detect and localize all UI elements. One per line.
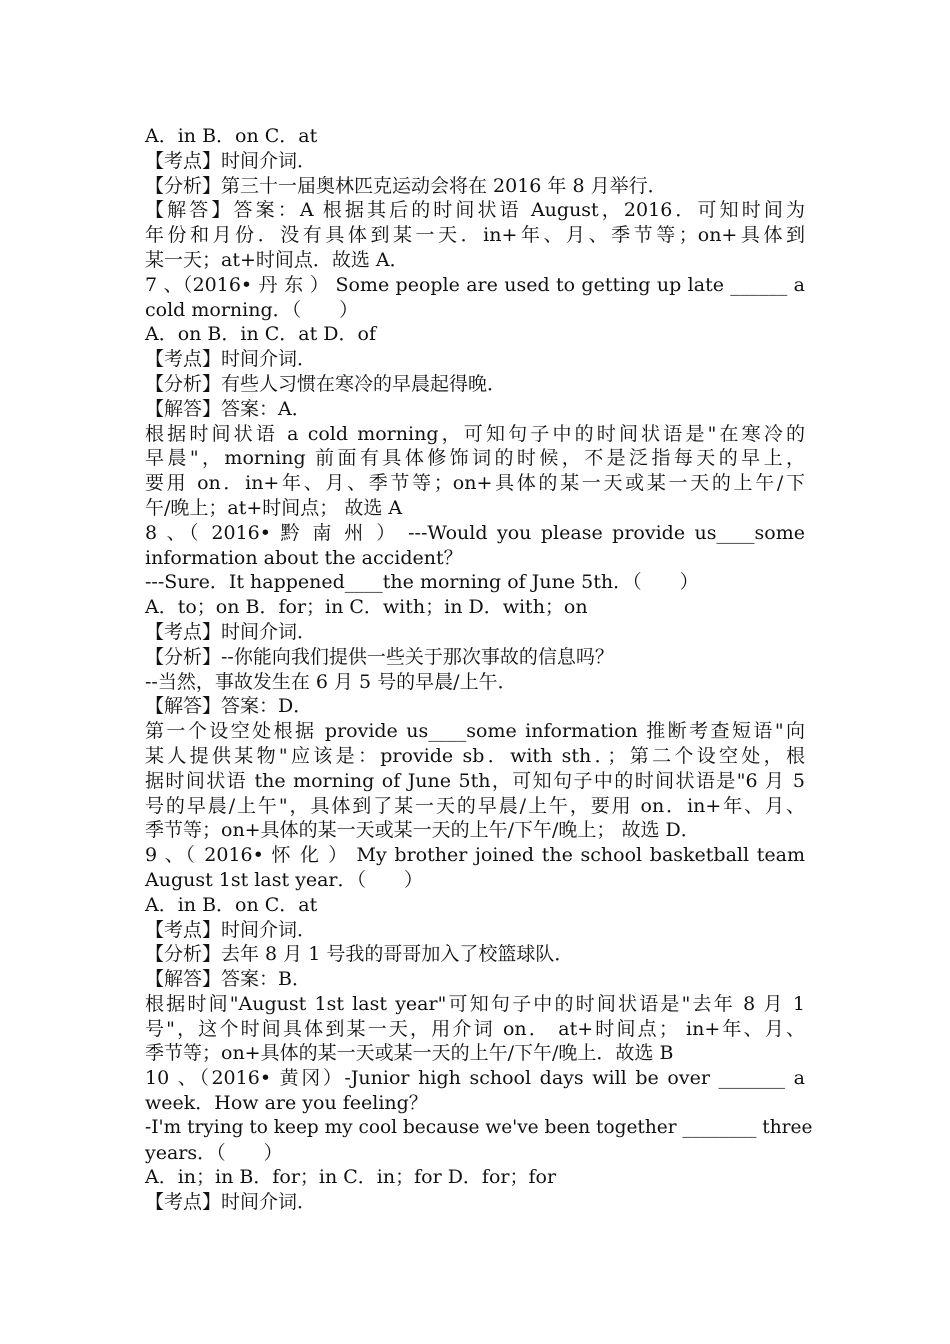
text-line: 9 、（ 2016• 怀 化 ） My brother joined the school basketball team: [145, 844, 805, 867]
text-line: 【分析】有些人习惯在寒冷的早晨起得晚．: [145, 372, 507, 395]
text-line: 号"，这个时间具体到某一天，用介词 on． at+时间点； in+年、月、: [145, 1017, 805, 1040]
text-line: 【考点】时间介词．: [145, 918, 317, 941]
text-line: 【解答】答案：D．: [145, 695, 313, 718]
text-line: 午/晚上；at+时间点； 故选 A: [145, 496, 403, 519]
text-line: --当然，事故发生在 6 月 5 号的早晨/上午．: [145, 670, 517, 693]
text-line: 根据时间状语 a cold morning，可知句子中的时间状语是"在寒冷的: [145, 422, 805, 445]
text-line: 【分析】--你能向我们提供一些关于那次事故的信息吗？: [145, 645, 614, 668]
text-line: A．in B．on C．at: [145, 893, 318, 916]
text-line: 【考点】时间介词．: [145, 1191, 317, 1214]
text-line: 某一天；at+时间点．故选 A．: [145, 248, 409, 271]
text-line: 【解答】答案：A．: [145, 397, 311, 420]
text-line: 【考点】时间介词．: [145, 620, 317, 643]
text-line: 季节等；on+具体的某一天或某一天的上午/下午/晚上； 故选 D．: [145, 819, 700, 842]
text-line: 要用 on．in+年、月、季节等；on+具体的某一天或某一天的上午/下: [145, 472, 805, 495]
text-line: -I'm trying to keep my cool because we've been together ________ three: [145, 1116, 813, 1138]
text-line: A．in；in B．for；in C．in；for D．for；for: [145, 1166, 557, 1189]
text-line: 【分析】去年 8 月 1 号我的哥哥加入了校篮球队．: [145, 943, 574, 966]
text-line: information about the accident？: [145, 546, 463, 569]
text-line: 某人提供某物"应该是：provide sb．with sth．；第二个设空处，根: [145, 744, 805, 767]
text-line: 7 、（2016• 丹 东 ） Some people are used to getting up late ______ a: [145, 273, 805, 296]
text-line: ---Sure．It happened____the morning of June 5th．（ ）: [145, 571, 699, 594]
text-line: 号的早晨/上午"，具体到了某一天的早晨/上午，要用 on．in+年、月、: [145, 794, 805, 817]
document-body: [145, 124, 813, 1215]
text-line: 第一个设空处根据 provide us____some information 推断考查短语"向: [145, 720, 805, 743]
text-line: 8 、（ 2016• 黔 南 州 ） ---Would you please provide us____some: [145, 521, 805, 544]
text-line: A．in B．on C．at: [145, 125, 318, 147]
text-line: 【分析】第三十一届奥林匹克运动会将在 2016 年 8 月举行．: [145, 174, 667, 197]
text-line: 【考点】时间介词．: [145, 149, 317, 172]
text-line: week．How are you feeling？: [145, 1092, 428, 1115]
text-line: August 1st last year．（ ）: [145, 868, 424, 891]
text-line: 【解答】答案：B．: [145, 968, 311, 991]
text-line: 根据时间"August 1st last year"可知句子中的时间状语是"去年 8 月 1: [145, 992, 805, 1015]
text-line: cold morning．（ ）: [145, 298, 359, 321]
text-line: 早晨"，morning 前面有具体修饰词的时候，不是泛指每天的早上，: [145, 447, 805, 470]
text-line: A．to；on B．for；in C．with；in D．with；on: [145, 596, 588, 619]
text-line: 【考点】时间介词．: [145, 348, 317, 371]
text-line: A．on B．in C．at D．of: [145, 323, 376, 346]
text-line: years．（ ）: [145, 1141, 283, 1164]
text-line: 【解答】答案：A 根据其后的时间状语 August，2016．可知时间为: [145, 199, 805, 222]
text-line: 年份和月份．没有具体到某一天．in+年、月、季节等；on+具体到: [145, 224, 805, 247]
text-line: 据时间状语 the morning of June 5th，可知句子中的时间状语是"6 月 5: [145, 769, 805, 792]
text-line: 10 、（2016• 黄冈）-Junior high school days will be over _______ a: [145, 1067, 805, 1090]
text-line: 季节等；on+具体的某一天或某一天的上午/下午/晚上．故选 B: [145, 1042, 674, 1065]
